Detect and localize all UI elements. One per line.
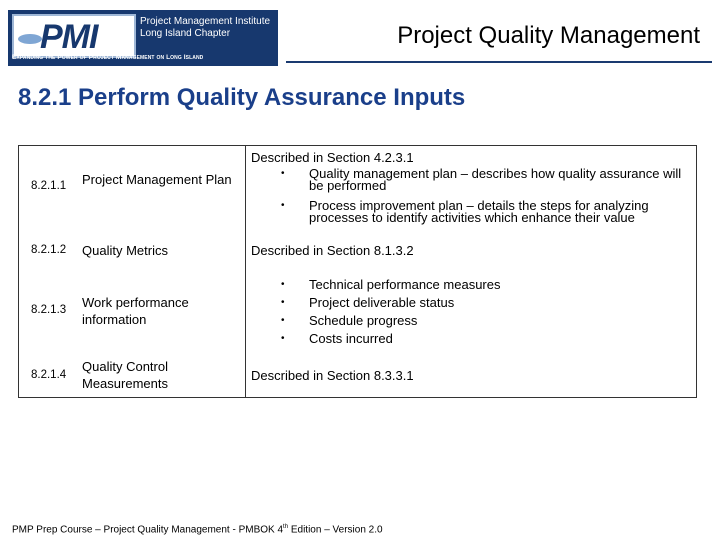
header-divider xyxy=(286,61,712,63)
table-row xyxy=(19,146,696,234)
list-item: • Process improvement plan – details the steps for analyzing processes to identify activities which enhance their value xyxy=(281,198,649,225)
list-item: • Schedule progress xyxy=(281,313,418,328)
bullet-icon: • xyxy=(281,168,285,179)
table-row xyxy=(19,350,696,397)
footer-superscript: th xyxy=(283,524,289,530)
org-line-1: Project Management Institute xyxy=(140,16,271,27)
row-number: 8.2.1.2 xyxy=(31,244,67,256)
inputs-table xyxy=(18,145,697,398)
row-number: 8.2.1.3 xyxy=(31,304,67,316)
pmi-logo-mark xyxy=(12,14,136,58)
row-name: Quality Control Measurements xyxy=(82,359,168,391)
row-number: 8.2.1.4 xyxy=(31,369,67,381)
row-description: Described in Section 4.2.3.1 xyxy=(251,150,414,165)
bullet-icon: • xyxy=(281,279,285,290)
bullet-list xyxy=(281,279,693,351)
pmi-org-name xyxy=(140,16,278,40)
swoosh-icon xyxy=(18,34,42,44)
bullet-icon: • xyxy=(281,200,285,211)
pmi-tagline: Expanding the Power of Project Management on Long Island xyxy=(12,54,204,61)
row-description: Described in Section 8.1.3.2 xyxy=(251,243,414,258)
slide-title: 8.2.1 Perform Quality Assurance Inputs xyxy=(18,84,466,111)
table-row xyxy=(19,274,696,350)
table-row xyxy=(19,234,696,274)
row-name: Project Management Plan xyxy=(82,172,232,187)
row-name: Quality Metrics xyxy=(82,243,168,258)
list-item: • Costs incurred xyxy=(281,331,393,346)
row-name: Work performance information xyxy=(82,295,189,327)
row-number: 8.2.1.1 xyxy=(31,180,67,192)
list-item: • Quality management plan – describes how quality assurance will be performed xyxy=(281,166,682,193)
org-line-2: Long Island Chapter xyxy=(140,28,231,39)
bullet-list xyxy=(281,168,693,230)
bullet-icon: • xyxy=(281,333,285,344)
bullet-icon: • xyxy=(281,297,285,308)
pmi-logo-letters: PMI xyxy=(40,18,98,56)
header-title: Project Quality Management xyxy=(397,22,700,49)
list-item: • Technical performance measures xyxy=(281,277,501,292)
pmi-logo-banner xyxy=(8,10,278,66)
list-item: • Project deliverable status xyxy=(281,295,455,310)
row-description: Described in Section 8.3.3.1 xyxy=(251,368,414,383)
bullet-icon: • xyxy=(281,315,285,326)
footer: PMP Prep Course – Project Quality Management - PMBOK 4th Edition – Version 2.0 xyxy=(12,524,383,536)
